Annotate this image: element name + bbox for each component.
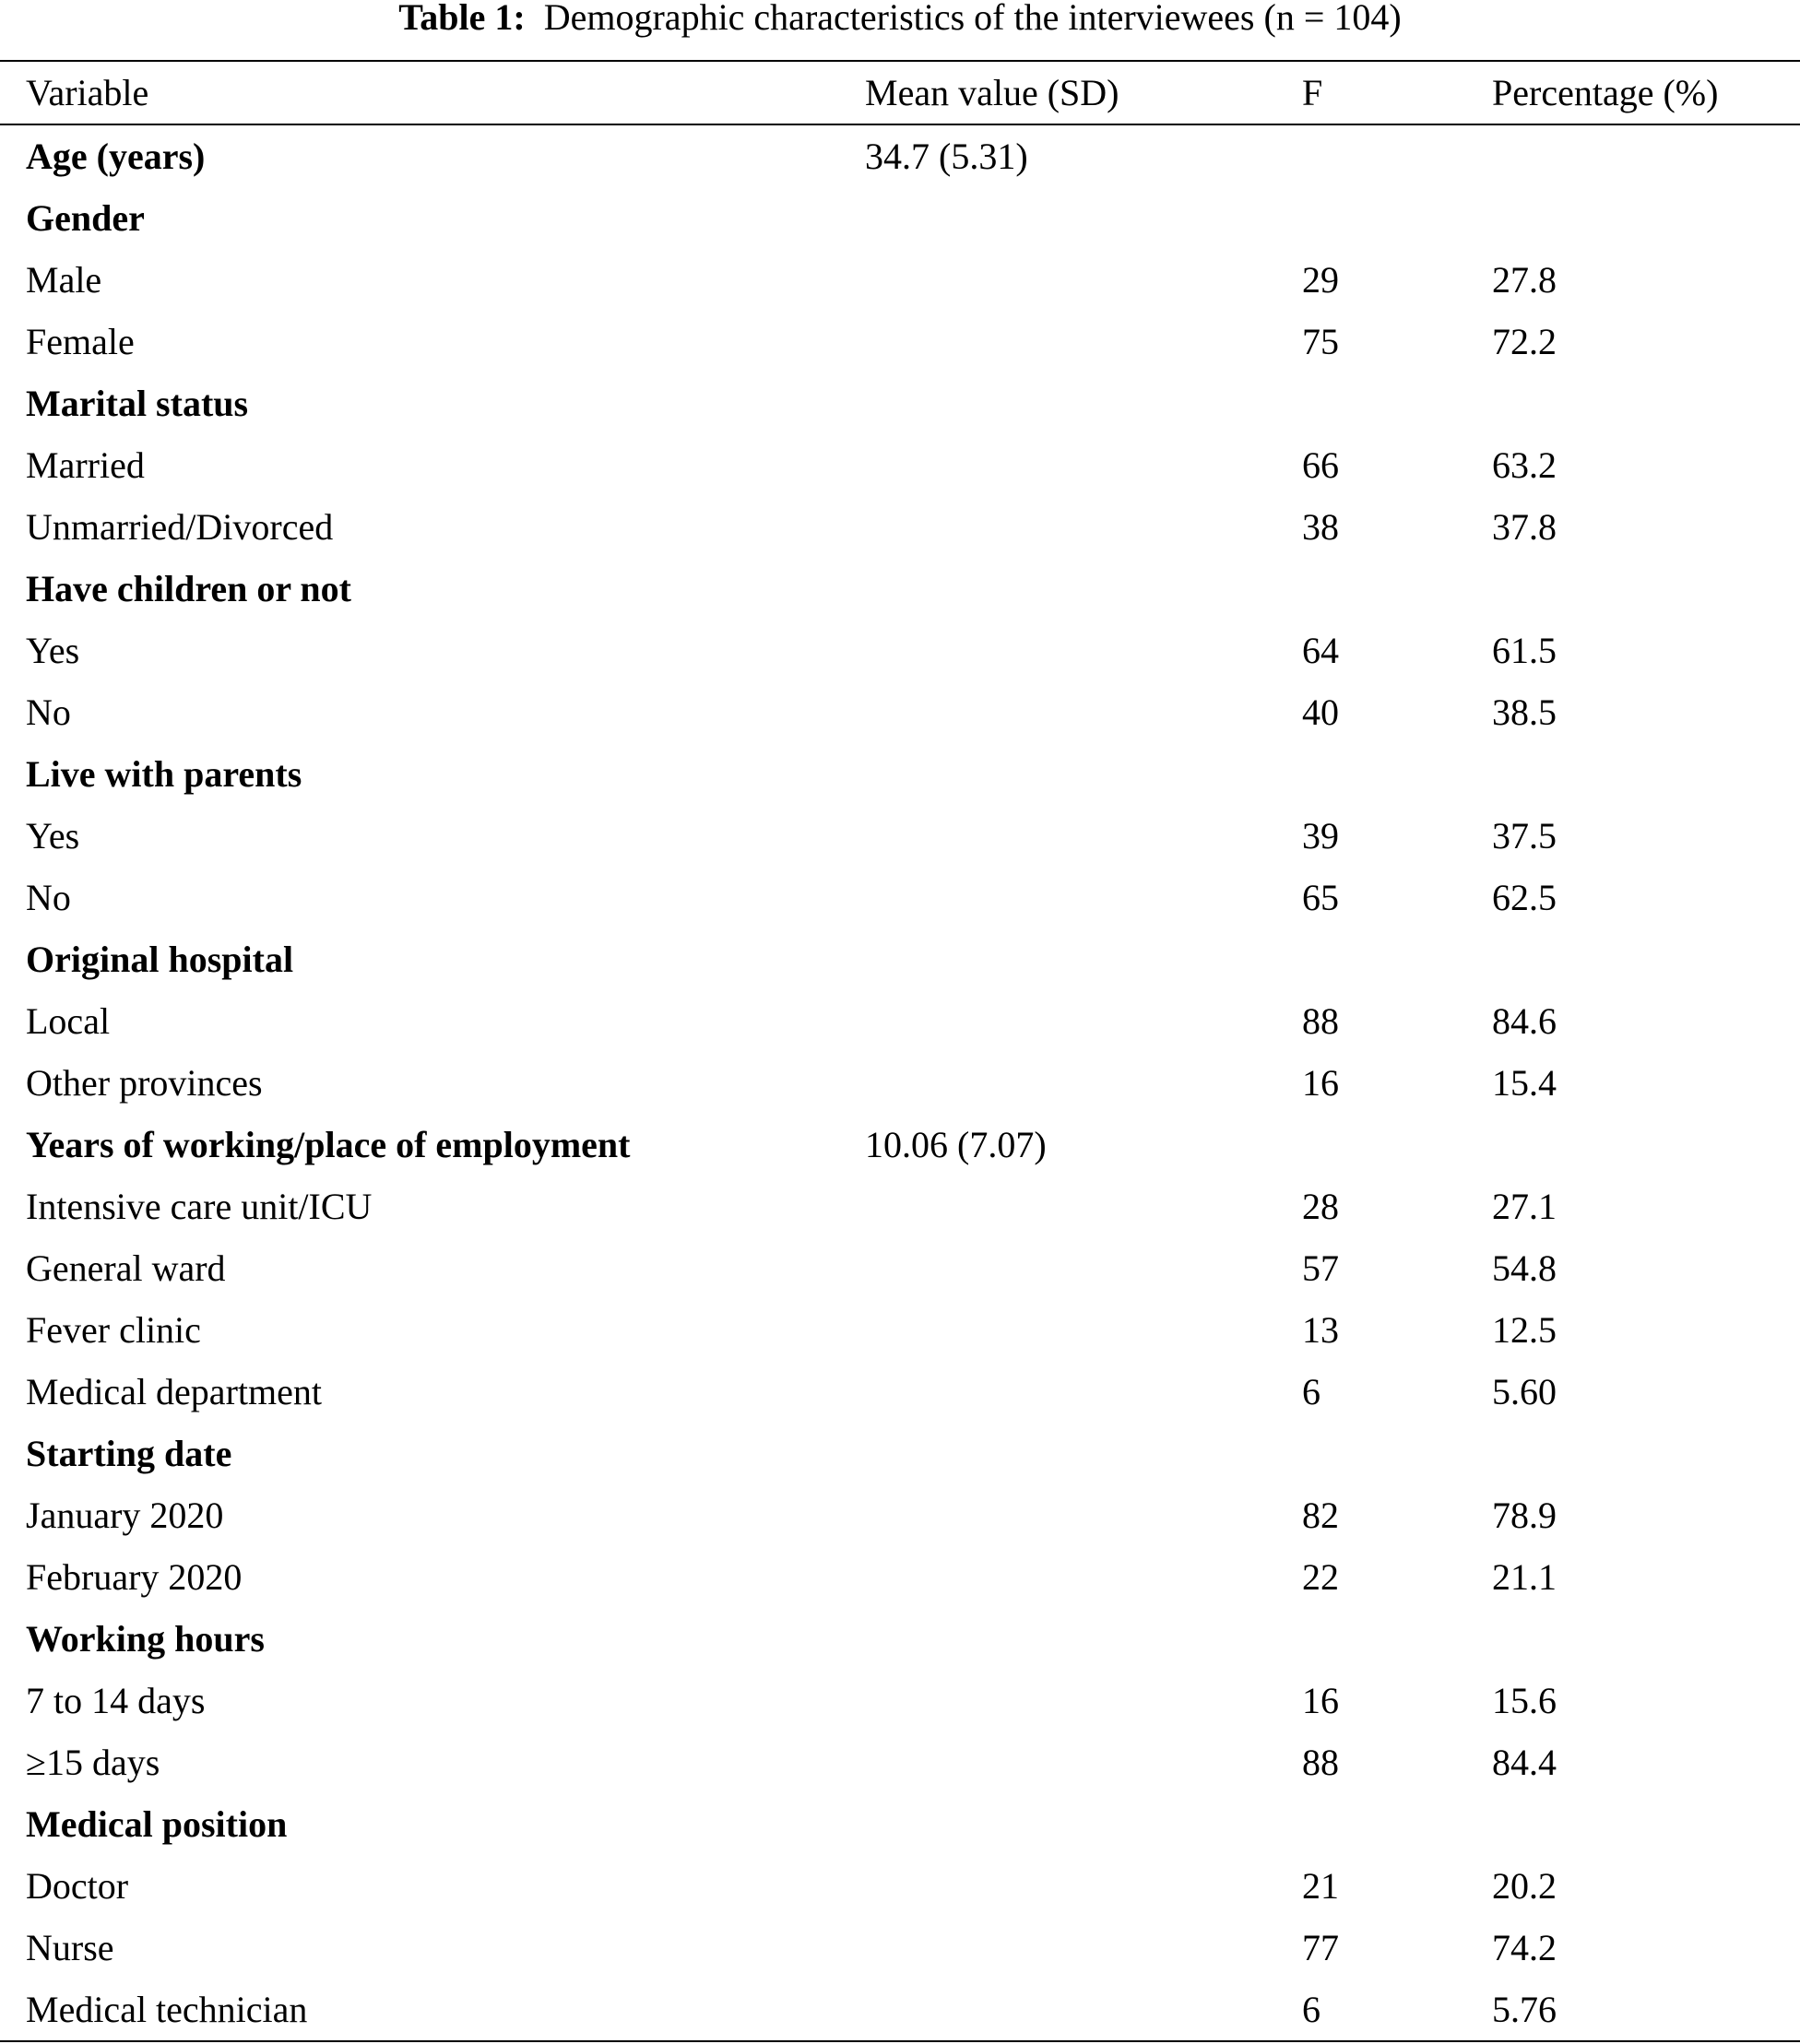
frequency-cell: 40 — [1302, 691, 1339, 733]
table-group-row — [0, 558, 1800, 620]
percentage-cell: 74.2 — [1492, 1927, 1557, 1968]
table-row — [0, 1237, 1800, 1299]
variable-cell: Age (years) — [26, 136, 206, 177]
table-group-row — [0, 743, 1800, 805]
table-group-row — [0, 928, 1800, 990]
table-row — [0, 1917, 1800, 1979]
variable-cell: No — [26, 877, 71, 918]
variable-cell: Other provinces — [26, 1062, 263, 1104]
demographics-table — [0, 60, 1800, 2042]
table-row — [0, 1979, 1800, 2040]
variable-cell: Nurse — [26, 1927, 114, 1968]
variable-cell: No — [26, 691, 71, 733]
table-row — [0, 681, 1800, 743]
percentage-cell: 37.8 — [1492, 506, 1557, 548]
frequency-cell: 82 — [1302, 1495, 1339, 1536]
table-row — [0, 1855, 1800, 1917]
percentage-cell: 72.2 — [1492, 321, 1557, 362]
table-group-row — [0, 125, 1800, 187]
frequency-cell: 16 — [1302, 1680, 1339, 1721]
frequency-cell: 38 — [1302, 506, 1339, 548]
frequency-cell: 6 — [1302, 1989, 1320, 2030]
frequency-cell: 88 — [1302, 1742, 1339, 1783]
table-row — [0, 1176, 1800, 1237]
percentage-cell: 78.9 — [1492, 1495, 1557, 1536]
frequency-cell: 16 — [1302, 1062, 1339, 1104]
table-group-row — [0, 1608, 1800, 1670]
variable-cell: February 2020 — [26, 1556, 243, 1598]
frequency-cell: 64 — [1302, 630, 1339, 671]
frequency-cell: 29 — [1302, 259, 1339, 301]
variable-cell: Yes — [26, 815, 80, 857]
percentage-cell: 37.5 — [1492, 815, 1557, 857]
table-group-row — [0, 187, 1800, 249]
mean-cell: 10.06 (7.07) — [865, 1124, 1047, 1165]
table-group-row — [0, 1423, 1800, 1484]
variable-cell: Medical position — [26, 1803, 288, 1845]
percentage-cell: 54.8 — [1492, 1247, 1557, 1289]
percentage-cell: 63.2 — [1492, 444, 1557, 486]
table-header-row — [0, 62, 1800, 124]
percentage-cell: 62.5 — [1492, 877, 1557, 918]
variable-cell: Yes — [26, 630, 80, 671]
frequency-cell: 13 — [1302, 1309, 1339, 1351]
percentage-cell: 20.2 — [1492, 1865, 1557, 1907]
variable-cell: Medical technician — [26, 1989, 308, 2030]
variable-cell: Have children or not — [26, 568, 351, 609]
frequency-cell: 65 — [1302, 877, 1339, 918]
variable-cell: Local — [26, 1000, 111, 1042]
frequency-cell: 39 — [1302, 815, 1339, 857]
table-group-row — [0, 1114, 1800, 1176]
frequency-cell: 88 — [1302, 1000, 1339, 1042]
variable-cell: ≥15 days — [26, 1742, 160, 1783]
mean-cell: 34.7 (5.31) — [865, 136, 1028, 177]
table-caption — [0, 0, 1800, 42]
percentage-cell: 84.6 — [1492, 1000, 1557, 1042]
table-body — [0, 125, 1800, 2040]
percentage-cell: 12.5 — [1492, 1309, 1557, 1351]
percentage-cell: 84.4 — [1492, 1742, 1557, 1783]
table-group-row — [0, 1793, 1800, 1855]
table-row — [0, 311, 1800, 372]
column-header-variable: Variable — [26, 72, 149, 113]
variable-cell: Years of working/place of employment — [26, 1124, 631, 1165]
frequency-cell: 77 — [1302, 1927, 1339, 1968]
frequency-cell: 57 — [1302, 1247, 1339, 1289]
column-header-f: F — [1302, 72, 1323, 113]
table-row — [0, 1484, 1800, 1546]
percentage-cell: 15.4 — [1492, 1062, 1557, 1104]
percentage-cell: 38.5 — [1492, 691, 1557, 733]
table-caption-label: Table 1: — [398, 0, 526, 38]
variable-cell: Female — [26, 321, 135, 362]
table-row — [0, 805, 1800, 867]
frequency-cell: 66 — [1302, 444, 1339, 486]
table-row — [0, 434, 1800, 496]
table-row — [0, 1731, 1800, 1793]
variable-cell: January 2020 — [26, 1495, 224, 1536]
table-row — [0, 496, 1800, 558]
table-row — [0, 990, 1800, 1052]
variable-cell: Medical department — [26, 1371, 322, 1412]
table-row — [0, 1052, 1800, 1114]
variable-cell: Married — [26, 444, 145, 486]
frequency-cell: 21 — [1302, 1865, 1339, 1907]
percentage-cell: 61.5 — [1492, 630, 1557, 671]
variable-cell: Live with parents — [26, 753, 302, 795]
percentage-cell: 5.60 — [1492, 1371, 1557, 1412]
variable-cell: Original hospital — [26, 939, 294, 980]
frequency-cell: 6 — [1302, 1371, 1320, 1412]
variable-cell: Unmarried/Divorced — [26, 506, 334, 548]
table-row — [0, 1670, 1800, 1731]
column-header-mean: Mean value (SD) — [865, 72, 1119, 113]
table-row — [0, 1546, 1800, 1608]
table-row — [0, 249, 1800, 311]
variable-cell: 7 to 14 days — [26, 1680, 206, 1721]
variable-cell: Gender — [26, 197, 145, 239]
frequency-cell: 28 — [1302, 1186, 1339, 1227]
variable-cell: Intensive care unit/ICU — [26, 1186, 373, 1227]
percentage-cell: 27.1 — [1492, 1186, 1557, 1227]
variable-cell: Fever clinic — [26, 1309, 201, 1351]
variable-cell: Doctor — [26, 1865, 129, 1907]
variable-cell: General ward — [26, 1247, 226, 1289]
percentage-cell: 21.1 — [1492, 1556, 1557, 1598]
percentage-cell: 27.8 — [1492, 259, 1557, 301]
table-group-row — [0, 372, 1800, 434]
variable-cell: Starting date — [26, 1433, 232, 1474]
table-row — [0, 1361, 1800, 1423]
table-row — [0, 620, 1800, 681]
variable-cell: Working hours — [26, 1618, 265, 1660]
frequency-cell: 75 — [1302, 321, 1339, 362]
percentage-cell: 15.6 — [1492, 1680, 1557, 1721]
variable-cell: Marital status — [26, 383, 249, 424]
column-header-percentage: Percentage (%) — [1492, 72, 1719, 113]
table-row — [0, 1299, 1800, 1361]
table-caption-text: Demographic characteristics of the interviewees (n = 104) — [543, 0, 1402, 38]
percentage-cell: 5.76 — [1492, 1989, 1557, 2030]
frequency-cell: 22 — [1302, 1556, 1339, 1598]
table-row — [0, 867, 1800, 928]
table-bottom-rule — [0, 2040, 1800, 2042]
variable-cell: Male — [26, 259, 102, 301]
